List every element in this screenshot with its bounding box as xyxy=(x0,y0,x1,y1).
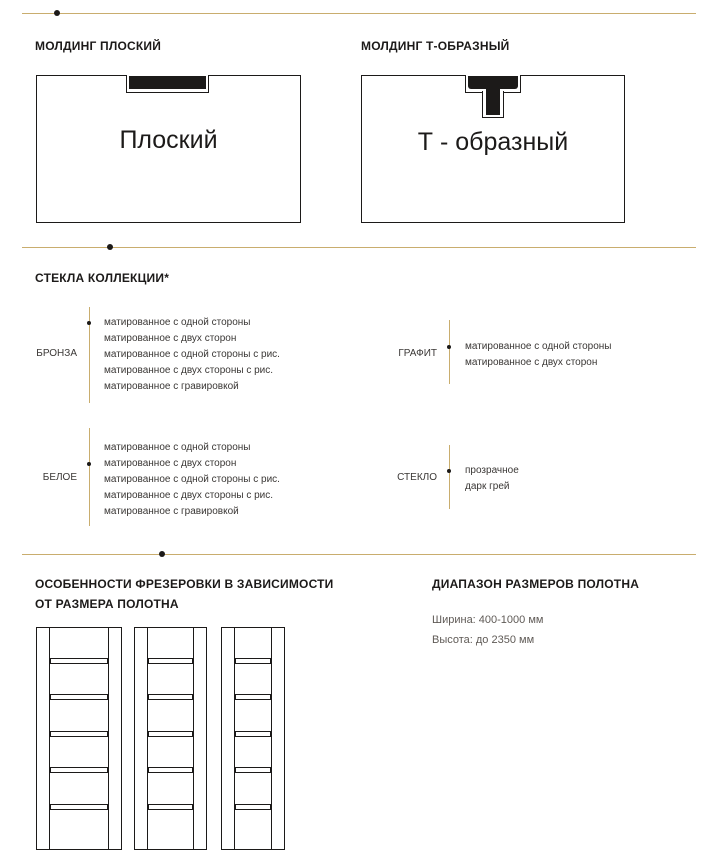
milling-heading-line1: ОСОБЕННОСТИ ФРЕЗЕРОВКИ В ЗАВИСИМОСТИ xyxy=(35,577,334,591)
door-rail xyxy=(50,731,108,737)
glass-group-clear-marker xyxy=(447,469,451,473)
glass-option: матированное с двух сторон xyxy=(465,357,598,368)
flat-molding-heading: МОЛДИНГ ПЛОСКИЙ xyxy=(35,39,162,53)
divider-bottom-marker xyxy=(159,551,165,557)
glass-group-white-name: БЕЛОЕ xyxy=(42,472,77,483)
glass-group-clear-name: СТЕКЛО xyxy=(397,472,437,483)
glass-group-bronze-options xyxy=(104,315,280,395)
door-diagram-wide xyxy=(36,627,122,850)
glass-group-graphite-line xyxy=(449,320,450,384)
glass-group-graphite-options xyxy=(465,339,611,371)
glass-group-white-line xyxy=(89,428,90,526)
divider-top-marker xyxy=(54,10,60,16)
divider-middle-marker xyxy=(107,244,113,250)
glass-option: матированное с двух сторон xyxy=(104,458,237,469)
glass-option: матированное с гравировкой xyxy=(104,381,239,392)
glass-option: матированное с двух стороны с рис. xyxy=(104,365,274,376)
glass-group-clear-line xyxy=(449,445,450,509)
door-rail xyxy=(50,804,108,810)
divider-bottom xyxy=(22,554,696,555)
sizes-width: Ширина: 400-1000 мм xyxy=(432,614,544,626)
door-stiles xyxy=(147,628,194,849)
t-molding-diagram xyxy=(361,75,625,223)
glass-option: матированное с одной стороны с рис. xyxy=(104,349,280,360)
door-stiles xyxy=(234,628,272,849)
door-rail xyxy=(235,658,271,664)
milling-heading-line2: ОТ РАЗМЕРА ПОЛОТНА xyxy=(35,597,179,611)
sizes-height: Высота: до 2350 мм xyxy=(432,634,535,646)
glass-option: матированное с двух стороны с рис. xyxy=(104,490,274,501)
glass-option: матированное с одной стороны xyxy=(104,317,251,328)
glass-group-bronze-marker xyxy=(87,321,91,325)
t-molding-label: Т - образный xyxy=(417,128,569,156)
t-molding-stem xyxy=(486,87,500,115)
glass-group-graphite-marker xyxy=(447,345,451,349)
glass-option: матированное с гравировкой xyxy=(104,506,239,517)
glass-group-bronze-name: БРОНЗА xyxy=(36,348,77,359)
t-molding-heading: МОЛДИНГ Т-ОБРАЗНЫЙ xyxy=(361,39,510,53)
door-rail xyxy=(148,767,193,773)
glass-option: дарк грей xyxy=(465,481,510,492)
door-rail xyxy=(235,694,271,700)
door-rail xyxy=(148,658,193,664)
glass-option: матированное с одной стороны с рис. xyxy=(104,474,280,485)
door-rail xyxy=(50,658,108,664)
glass-group-white-marker xyxy=(87,462,91,466)
glass-option: прозрачное xyxy=(465,465,519,476)
door-rail xyxy=(50,767,108,773)
glass-group-graphite-name: ГРАФИТ xyxy=(398,348,437,359)
glass-group-white-options xyxy=(104,440,280,520)
glass-option: матированное с одной стороны xyxy=(104,442,251,453)
glass-option: матированное с двух сторон xyxy=(104,333,237,344)
door-rail xyxy=(235,804,271,810)
door-rail xyxy=(148,694,193,700)
door-diagram-medium xyxy=(134,627,207,850)
door-rail xyxy=(148,804,193,810)
door-rail xyxy=(148,731,193,737)
door-rail xyxy=(50,694,108,700)
door-rail xyxy=(235,767,271,773)
glass-group-clear-options xyxy=(465,463,519,495)
flat-molding-diagram xyxy=(36,75,301,223)
door-diagram-narrow xyxy=(221,627,285,850)
door-rail xyxy=(235,731,271,737)
divider-middle xyxy=(22,247,696,248)
sizes-heading: ДИАПАЗОН РАЗМЕРОВ ПОЛОТНА xyxy=(432,577,640,591)
flat-molding-strip xyxy=(129,76,206,89)
glass-heading: СТЕКЛА КОЛЛЕКЦИИ* xyxy=(35,271,170,285)
flat-molding-label: Плоский xyxy=(119,126,218,154)
divider-top xyxy=(22,13,696,14)
door-stiles xyxy=(49,628,109,849)
glass-option: матированное с одной стороны xyxy=(465,341,612,352)
